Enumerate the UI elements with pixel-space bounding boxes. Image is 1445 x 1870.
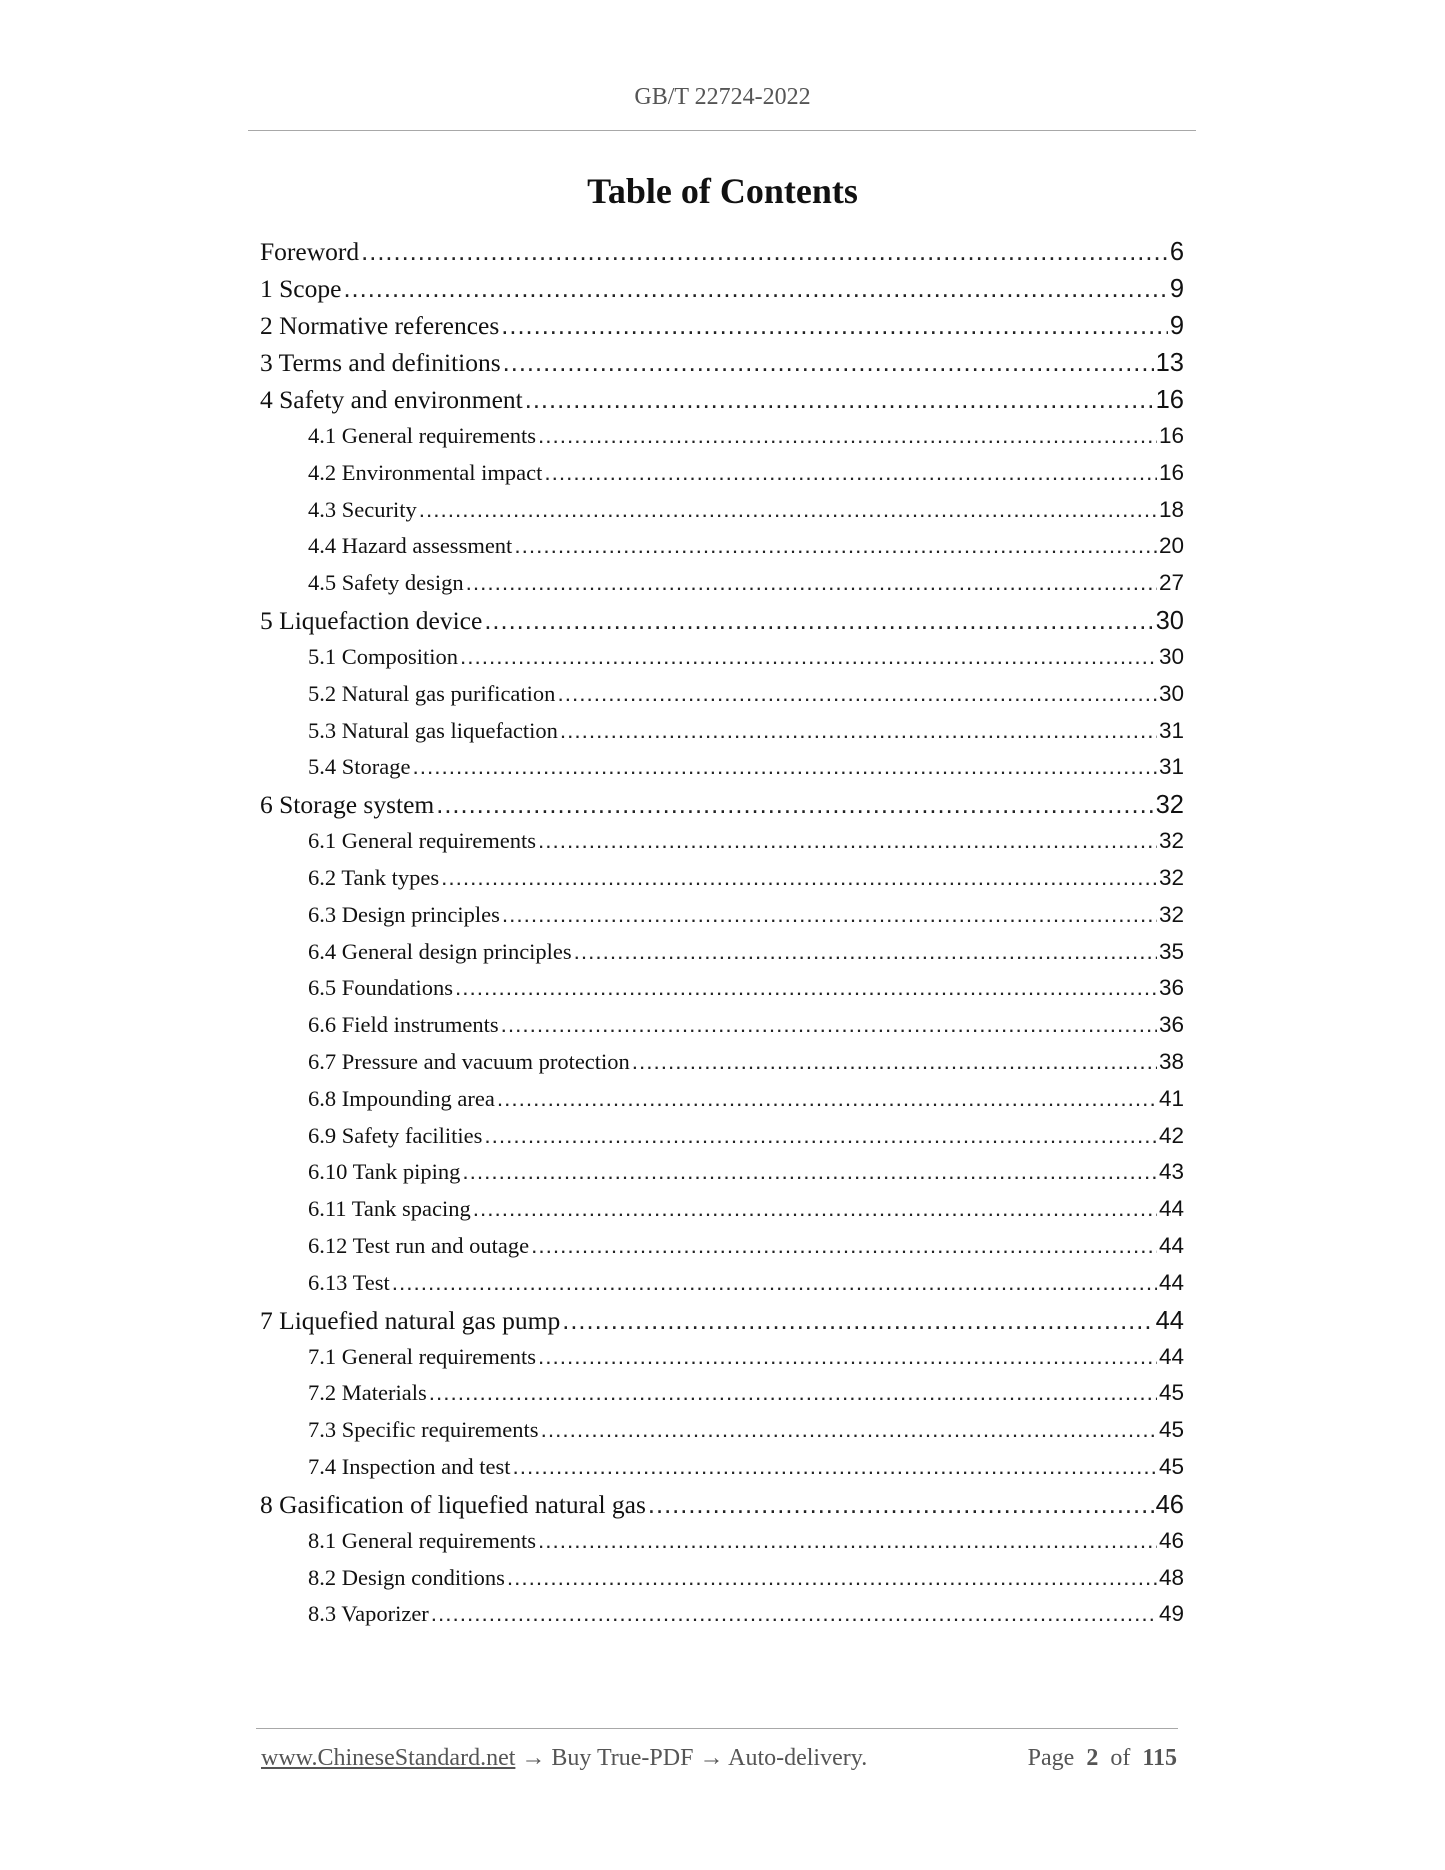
toc-dot-leader xyxy=(501,1007,1157,1044)
toc-subsection-entry[interactable] xyxy=(260,1007,1184,1044)
toc-entry-label: 5.4 Storage xyxy=(308,754,411,780)
toc-entry-page: 18 xyxy=(1158,496,1184,522)
toc-entry-page: 44 xyxy=(1158,1196,1184,1222)
toc-dot-leader xyxy=(484,1118,1157,1155)
toc-entry-label: 6.2 Tank types xyxy=(308,864,440,890)
toc-entry-label: 6.13 Test xyxy=(308,1269,390,1295)
toc-dot-leader xyxy=(455,970,1157,1007)
toc-dot-leader xyxy=(538,1523,1157,1560)
toc-entry-page: 13 xyxy=(1155,349,1184,377)
toc-subsection-entry[interactable] xyxy=(260,418,1184,455)
toc-entry-label: 4.1 General requirements xyxy=(308,423,537,448)
toc-section-entry[interactable] xyxy=(260,233,1184,270)
toc-entry-page: 35 xyxy=(1158,938,1184,964)
toc-subsection-entry[interactable] xyxy=(260,1228,1184,1265)
toc-entry-page: 36 xyxy=(1158,975,1184,1001)
toc-subsection-entry[interactable] xyxy=(260,528,1184,565)
page-footer xyxy=(261,1745,1177,1779)
toc-subsection-entry[interactable] xyxy=(260,492,1184,529)
toc-dot-leader xyxy=(538,823,1157,860)
toc-entry-page: 42 xyxy=(1158,1122,1184,1148)
toc-subsection-entry[interactable] xyxy=(260,1118,1184,1155)
toc-subsection-entry[interactable] xyxy=(260,1081,1184,1118)
toc-dot-leader xyxy=(412,749,1156,786)
toc-entry-page: 32 xyxy=(1158,864,1184,890)
toc-entry-label: 7.4 Inspection and test xyxy=(308,1453,511,1479)
toc-subsection-entry[interactable] xyxy=(260,823,1184,860)
toc-dot-leader xyxy=(560,713,1157,750)
toc-dot-leader xyxy=(507,1560,1157,1597)
toc-dot-leader xyxy=(343,271,1167,307)
toc-subsection-entry[interactable] xyxy=(260,676,1184,713)
page-word: Page xyxy=(1027,1745,1075,1771)
toc-entry-label: 8 Gasification of liquefied natural gas xyxy=(260,1489,646,1519)
toc-subsection-entry[interactable] xyxy=(260,1596,1184,1633)
toc-subsection-entry[interactable] xyxy=(260,934,1184,971)
toc-dot-leader xyxy=(473,1191,1157,1228)
current-page: 2 xyxy=(1086,1745,1099,1771)
toc-entry-page: 44 xyxy=(1158,1232,1184,1258)
toc-entry-page: 9 xyxy=(1169,275,1184,303)
toc-subsection-entry[interactable] xyxy=(260,749,1184,786)
footer-divider xyxy=(256,1728,1178,1729)
toc-entry-page: 46 xyxy=(1155,1490,1184,1519)
page-of-word: of xyxy=(1110,1745,1131,1771)
toc-entry-page: 46 xyxy=(1158,1527,1184,1553)
toc-dot-leader xyxy=(541,1412,1157,1449)
toc-entry-label: 2 Normative references xyxy=(260,311,500,340)
toc-entry-page: 44 xyxy=(1155,1306,1184,1335)
toc-entry-page: 43 xyxy=(1158,1159,1184,1185)
toc-entry-page: 30 xyxy=(1158,680,1184,706)
toc-entry-label: 6.8 Impounding area xyxy=(308,1085,495,1111)
toc-subsection-entry[interactable] xyxy=(260,1191,1184,1228)
toc-dot-leader xyxy=(531,1228,1157,1265)
toc-dot-leader xyxy=(525,382,1154,418)
toc-dot-leader xyxy=(512,1449,1157,1486)
toc-entry-label: 4.4 Hazard assessment xyxy=(308,533,513,559)
toc-dot-leader xyxy=(544,455,1157,492)
toc-entry-label: 6.4 General design principles xyxy=(308,938,572,964)
toc-entry-page: 16 xyxy=(1158,423,1184,448)
page-title: Table of Contents xyxy=(587,171,858,211)
toc-dot-leader xyxy=(431,1596,1157,1633)
toc-entry-label: 6.12 Test run and outage xyxy=(308,1232,530,1258)
toc-entry-label: 6.5 Foundations xyxy=(308,975,454,1001)
toc-entry-page: 32 xyxy=(1155,791,1184,820)
toc-entry-label: 6 Storage system xyxy=(260,790,435,820)
toc-entry-label: 1 Scope xyxy=(260,274,342,303)
toc-dot-leader xyxy=(361,234,1168,270)
document-header: GB/T 22724-2022 xyxy=(634,84,811,110)
toc-dot-leader xyxy=(484,603,1153,639)
toc-entry-label: 7.3 Specific requirements xyxy=(308,1417,539,1443)
toc-entry-label: 7 Liquefied natural gas pump xyxy=(260,1305,561,1335)
toc-entry-page: 16 xyxy=(1155,386,1184,414)
toc-entry-page: 30 xyxy=(1155,606,1184,635)
page-number xyxy=(1028,1745,1177,1772)
toc-entry-label: 8.2 Design conditions xyxy=(308,1564,505,1590)
footer-promo xyxy=(261,1745,867,1772)
toc-entry-label: 7.2 Materials xyxy=(308,1380,427,1406)
toc-entry-label: 4.5 Safety design xyxy=(308,570,464,596)
toc-entry-page: 41 xyxy=(1158,1085,1184,1111)
toc-dot-leader xyxy=(419,492,1157,529)
toc-subsection-entry[interactable] xyxy=(260,970,1184,1007)
toc-entry-page: 32 xyxy=(1158,828,1184,854)
toc-section-entry[interactable] xyxy=(260,344,1184,381)
toc-subsection-entry[interactable] xyxy=(260,1375,1184,1412)
toc-subsection-entry[interactable] xyxy=(260,897,1184,934)
toc-entry-label: 5 Liquefaction device xyxy=(260,605,483,635)
toc-dot-leader xyxy=(632,1044,1157,1081)
toc-dot-leader xyxy=(501,308,1168,344)
toc-entry-page: 49 xyxy=(1158,1601,1184,1627)
toc-entry-page: 45 xyxy=(1158,1417,1184,1443)
website-link[interactable]: www.ChineseStandard.net xyxy=(261,1745,516,1771)
toc-section-entry[interactable] xyxy=(260,602,1184,639)
footer-promo-text: → Buy True-PDF → Auto-delivery. xyxy=(515,1745,868,1771)
toc-dot-leader xyxy=(429,1375,1157,1412)
toc-dot-leader xyxy=(460,639,1157,676)
toc-subsection-entry[interactable] xyxy=(260,1154,1184,1191)
toc-entry-label: 6.11 Tank spacing xyxy=(308,1196,471,1222)
toc-subsection-entry[interactable] xyxy=(260,1412,1184,1449)
toc-entry-page: 45 xyxy=(1158,1453,1184,1479)
toc-entry-label: 5.2 Natural gas purification xyxy=(308,680,556,706)
toc-entry-label: 6.3 Design principles xyxy=(308,901,500,927)
toc-entry-page: 20 xyxy=(1158,533,1184,559)
toc-section-entry[interactable] xyxy=(260,786,1184,823)
toc-entry-page: 38 xyxy=(1158,1048,1184,1074)
toc-subsection-entry[interactable] xyxy=(260,1339,1184,1376)
toc-entry-label: 6.7 Pressure and vacuum protection xyxy=(308,1048,630,1074)
toc-entry-page: 30 xyxy=(1158,643,1184,669)
toc-entry-page: 27 xyxy=(1158,570,1184,596)
toc-dot-leader xyxy=(538,418,1157,455)
toc-subsection-entry[interactable] xyxy=(260,860,1184,897)
toc-dot-leader xyxy=(462,1154,1157,1191)
toc-dot-leader xyxy=(441,860,1157,897)
toc-dot-leader xyxy=(502,897,1157,934)
toc-subsection-entry[interactable] xyxy=(260,1523,1184,1560)
toc-subsection-entry[interactable] xyxy=(260,1265,1184,1302)
toc-dot-leader xyxy=(514,528,1157,565)
toc-entry-label: 6.6 Field instruments xyxy=(308,1012,499,1038)
toc-subsection-entry[interactable] xyxy=(260,455,1184,492)
header-divider xyxy=(248,130,1196,131)
toc-dot-leader xyxy=(466,565,1157,602)
table-of-contents xyxy=(260,233,1184,1633)
toc-entry-page: 36 xyxy=(1158,1012,1184,1038)
total-pages: 115 xyxy=(1142,1745,1177,1771)
toc-subsection-entry[interactable] xyxy=(260,1560,1184,1597)
toc-entry-page: 32 xyxy=(1158,901,1184,927)
toc-subsection-entry[interactable] xyxy=(260,713,1184,750)
toc-entry-label: 8.1 General requirements xyxy=(308,1527,537,1553)
toc-entry-label: 5.3 Natural gas liquefaction xyxy=(308,717,558,743)
toc-entry-label: 4.2 Environmental impact xyxy=(308,459,543,485)
toc-dot-leader xyxy=(392,1265,1157,1302)
toc-section-entry[interactable] xyxy=(260,381,1184,418)
toc-entry-label: 6.9 Safety facilities xyxy=(308,1122,483,1148)
toc-entry-label: 4.3 Security xyxy=(308,496,417,522)
toc-section-entry[interactable] xyxy=(260,307,1184,344)
toc-dot-leader xyxy=(574,934,1157,971)
toc-entry-page: 31 xyxy=(1158,754,1184,780)
toc-dot-leader xyxy=(538,1339,1157,1376)
toc-entry-label: 8.3 Vaporizer xyxy=(308,1601,429,1627)
toc-dot-leader xyxy=(648,1487,1154,1523)
toc-section-entry[interactable] xyxy=(260,1486,1184,1523)
toc-dot-leader xyxy=(557,676,1157,713)
toc-entry-label: 7.1 General requirements xyxy=(308,1343,537,1369)
toc-subsection-entry[interactable] xyxy=(260,1449,1184,1486)
toc-section-entry[interactable] xyxy=(260,1302,1184,1339)
toc-dot-leader xyxy=(497,1081,1157,1118)
toc-entry-label: Foreword xyxy=(260,237,360,266)
toc-entry-label: 6.1 General requirements xyxy=(308,828,537,854)
toc-dot-leader xyxy=(503,345,1154,381)
toc-entry-label: 3 Terms and definitions xyxy=(260,348,501,377)
toc-entry-page: 45 xyxy=(1158,1380,1184,1406)
toc-section-entry[interactable] xyxy=(260,270,1184,307)
toc-entry-page: 44 xyxy=(1158,1269,1184,1295)
toc-entry-page: 6 xyxy=(1169,238,1184,266)
toc-dot-leader xyxy=(562,1303,1153,1339)
toc-entry-label: 6.10 Tank piping xyxy=(308,1159,461,1185)
toc-entry-page: 48 xyxy=(1158,1564,1184,1590)
toc-entry-page: 44 xyxy=(1158,1343,1184,1369)
toc-subsection-entry[interactable] xyxy=(260,565,1184,602)
toc-entry-page: 16 xyxy=(1158,459,1184,485)
toc-dot-leader xyxy=(436,787,1153,823)
toc-entry-label: 4 Safety and environment xyxy=(260,385,523,414)
toc-entry-label: 5.1 Composition xyxy=(308,643,459,669)
toc-entry-page: 31 xyxy=(1158,717,1184,743)
toc-subsection-entry[interactable] xyxy=(260,1044,1184,1081)
toc-entry-page: 9 xyxy=(1169,312,1184,340)
toc-subsection-entry[interactable] xyxy=(260,639,1184,676)
